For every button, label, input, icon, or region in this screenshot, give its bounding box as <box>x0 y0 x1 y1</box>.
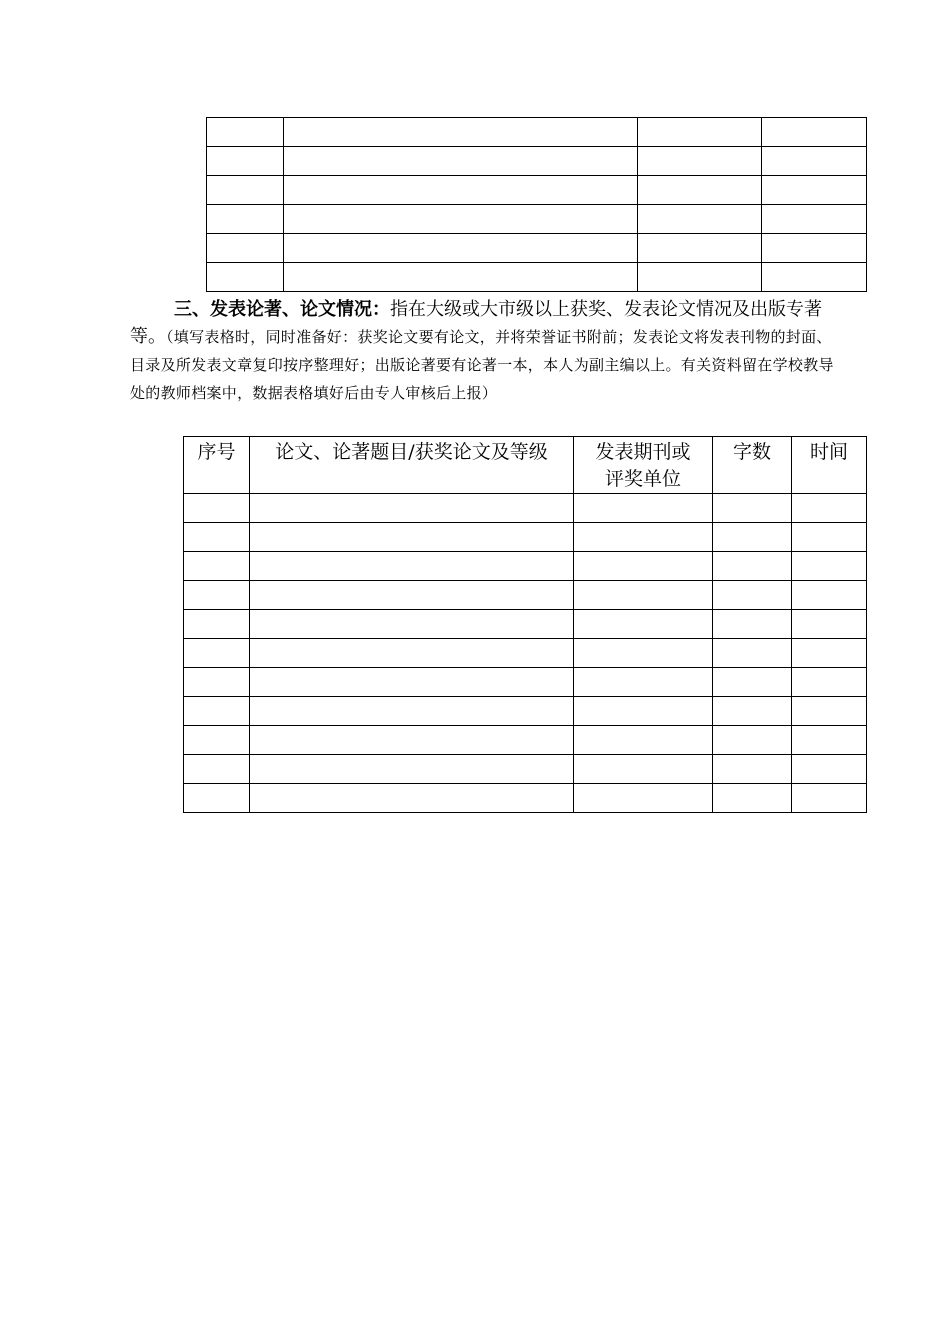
table-cell[interactable] <box>574 639 713 668</box>
table-row <box>184 668 867 697</box>
table-cell[interactable] <box>762 176 867 205</box>
table-row <box>207 234 867 263</box>
table-row <box>207 176 867 205</box>
table-row <box>184 784 867 813</box>
table-cell[interactable] <box>250 494 574 523</box>
table-cell[interactable] <box>284 147 638 176</box>
table-cell[interactable] <box>574 755 713 784</box>
table-cell[interactable] <box>250 639 574 668</box>
header-words: 字数 <box>713 437 792 494</box>
table-cell[interactable] <box>184 610 250 639</box>
papers-table-body <box>184 494 867 813</box>
table-cell[interactable] <box>574 697 713 726</box>
table-cell[interactable] <box>207 263 284 292</box>
section-3-note: （填写表格时，同时准备好：获奖论文要有论文，并将荣誉证书附前；发表论文将发表刊物的封面、目录及所发表文章复印按序整理好；出版论著要有论著一本，本人为副主编以上。有关资料留在学校教导处的教师档案中，数据表格填好后由专人审核后上报） <box>130 328 834 402</box>
table-cell[interactable] <box>207 176 284 205</box>
table-cell[interactable] <box>250 755 574 784</box>
table-cell[interactable] <box>284 234 638 263</box>
table-row <box>184 552 867 581</box>
table-cell[interactable] <box>574 784 713 813</box>
table-cell[interactable] <box>792 639 867 668</box>
table-row <box>207 118 867 147</box>
table-cell[interactable] <box>184 755 250 784</box>
table-cell[interactable] <box>713 639 792 668</box>
table-cell[interactable] <box>762 118 867 147</box>
table-cell[interactable] <box>792 697 867 726</box>
table-cell[interactable] <box>250 581 574 610</box>
table-cell[interactable] <box>713 494 792 523</box>
table-row <box>184 581 867 610</box>
table-cell[interactable] <box>250 784 574 813</box>
table-cell[interactable] <box>207 118 284 147</box>
table-cell[interactable] <box>713 784 792 813</box>
table-row <box>207 263 867 292</box>
table-cell[interactable] <box>574 552 713 581</box>
table-row <box>184 697 867 726</box>
table-cell[interactable] <box>184 494 250 523</box>
table-cell[interactable] <box>713 697 792 726</box>
table-cell[interactable] <box>184 523 250 552</box>
table-cell[interactable] <box>574 494 713 523</box>
table-cell[interactable] <box>792 668 867 697</box>
table-cell[interactable] <box>792 784 867 813</box>
table-cell[interactable] <box>762 147 867 176</box>
section-3-description: 指在大级或大市级以上获奖、发表论文情况及出版专著等。 <box>130 299 822 347</box>
table-row <box>184 523 867 552</box>
table-cell[interactable] <box>207 147 284 176</box>
table-cell[interactable] <box>250 552 574 581</box>
table-cell[interactable] <box>713 523 792 552</box>
table-cell[interactable] <box>574 610 713 639</box>
table-cell[interactable] <box>574 581 713 610</box>
table-cell[interactable] <box>762 234 867 263</box>
header-venue: 发表期刊或评奖单位 <box>574 437 713 494</box>
table-cell[interactable] <box>713 552 792 581</box>
table-cell[interactable] <box>792 581 867 610</box>
previous-section-table <box>206 117 867 292</box>
header-seq: 序号 <box>184 437 250 494</box>
table-cell[interactable] <box>250 726 574 755</box>
table-cell[interactable] <box>638 147 762 176</box>
table-row <box>184 610 867 639</box>
table-cell[interactable] <box>250 697 574 726</box>
table-cell[interactable] <box>184 726 250 755</box>
table-cell[interactable] <box>792 755 867 784</box>
table-cell[interactable] <box>284 263 638 292</box>
table-row <box>207 205 867 234</box>
table-cell[interactable] <box>713 755 792 784</box>
table-row <box>184 726 867 755</box>
table-row <box>184 755 867 784</box>
table-cell[interactable] <box>638 176 762 205</box>
table-cell[interactable] <box>184 581 250 610</box>
table-cell[interactable] <box>713 581 792 610</box>
table-row <box>184 494 867 523</box>
table-row <box>184 639 867 668</box>
section-3 <box>130 296 845 407</box>
table-cell[interactable] <box>792 523 867 552</box>
table-cell[interactable] <box>184 697 250 726</box>
table-cell[interactable] <box>284 176 638 205</box>
header-title: 论文、论著题目/获奖论文及等级 <box>250 437 574 494</box>
table-cell[interactable] <box>574 523 713 552</box>
table-cell[interactable] <box>184 668 250 697</box>
header-time: 时间 <box>792 437 867 494</box>
papers-table <box>183 436 867 813</box>
table-cell[interactable] <box>574 726 713 755</box>
table-cell[interactable] <box>638 234 762 263</box>
table-cell[interactable] <box>207 234 284 263</box>
table-cell[interactable] <box>250 668 574 697</box>
table-cell[interactable] <box>638 263 762 292</box>
table-cell[interactable] <box>184 639 250 668</box>
table-cell[interactable] <box>284 118 638 147</box>
table-cell[interactable] <box>792 726 867 755</box>
table-cell[interactable] <box>762 263 867 292</box>
table-cell[interactable] <box>762 205 867 234</box>
header-row <box>184 437 867 494</box>
table-cell[interactable] <box>250 523 574 552</box>
table-cell[interactable] <box>184 552 250 581</box>
section-3-heading: 三、发表论著、论文情况： <box>174 299 390 320</box>
table-cell[interactable] <box>207 205 284 234</box>
table-cell[interactable] <box>713 726 792 755</box>
table-cell[interactable] <box>713 610 792 639</box>
table-cell[interactable] <box>792 494 867 523</box>
papers-table-header <box>184 437 867 494</box>
table-cell[interactable] <box>638 118 762 147</box>
previous-section-table-body <box>207 118 867 292</box>
table-cell[interactable] <box>250 610 574 639</box>
table-cell[interactable] <box>184 784 250 813</box>
table-cell[interactable] <box>792 610 867 639</box>
table-cell[interactable] <box>284 205 638 234</box>
table-cell[interactable] <box>574 668 713 697</box>
table-cell[interactable] <box>713 668 792 697</box>
table-row <box>207 147 867 176</box>
table-cell[interactable] <box>638 205 762 234</box>
table-cell[interactable] <box>792 552 867 581</box>
